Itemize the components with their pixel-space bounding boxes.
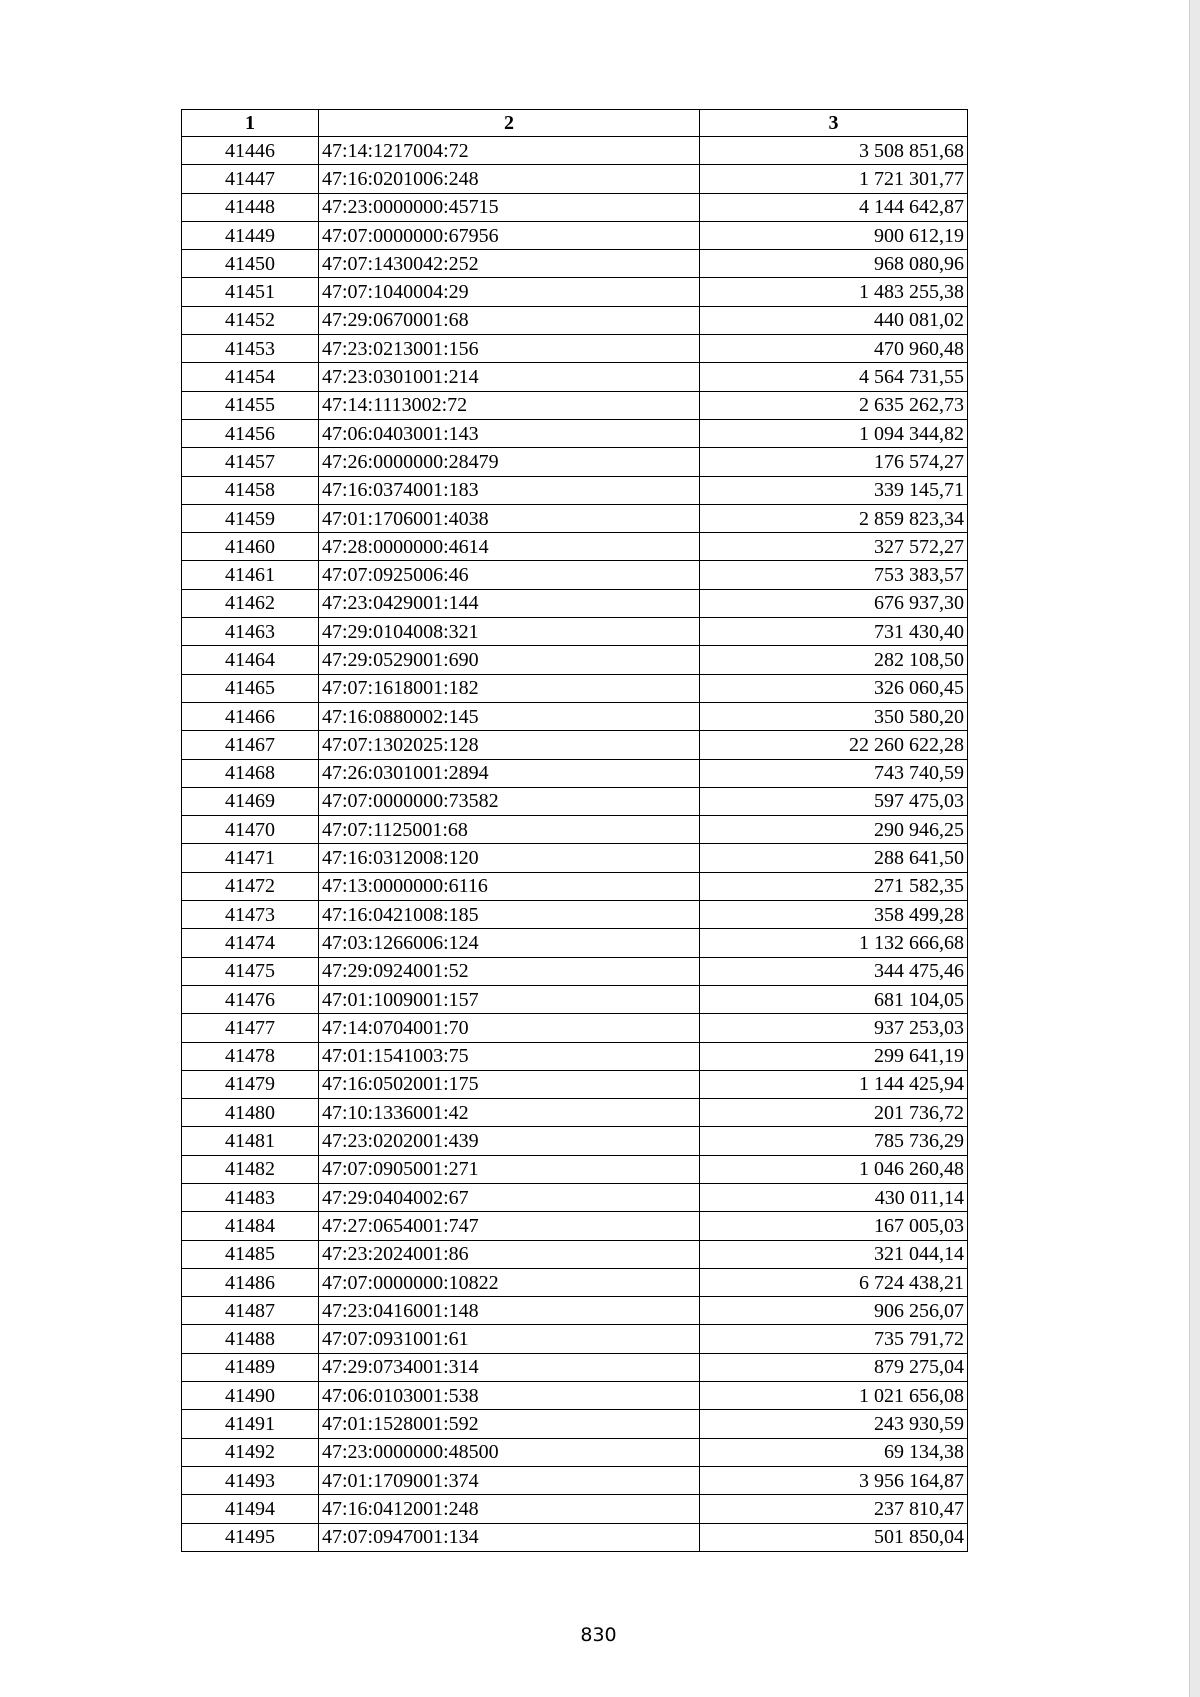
cadastral-number-cell: 47:13:0000000:6116 bbox=[319, 872, 700, 900]
cadastral-number-cell: 47:29:0104008:321 bbox=[319, 618, 700, 646]
row-number-cell: 41448 bbox=[182, 193, 319, 221]
table-row bbox=[182, 1297, 968, 1325]
value-cell: 597 475,03 bbox=[700, 787, 968, 815]
cadastral-number-cell: 47:28:0000000:4614 bbox=[319, 533, 700, 561]
table-row bbox=[182, 1070, 968, 1098]
table-row bbox=[182, 618, 968, 646]
table-row bbox=[182, 476, 968, 504]
row-number-cell: 41493 bbox=[182, 1466, 319, 1494]
row-number-cell: 41482 bbox=[182, 1155, 319, 1183]
cadastral-number-cell: 47:29:0924001:52 bbox=[319, 957, 700, 985]
cadastral-number-cell: 47:07:0000000:73582 bbox=[319, 787, 700, 815]
row-number-cell: 41481 bbox=[182, 1127, 319, 1155]
table-row bbox=[182, 1014, 968, 1042]
row-number-cell: 41479 bbox=[182, 1070, 319, 1098]
row-number-cell: 41447 bbox=[182, 165, 319, 193]
value-cell: 743 740,59 bbox=[700, 759, 968, 787]
value-cell: 753 383,57 bbox=[700, 561, 968, 589]
cadastral-number-cell: 47:07:0925006:46 bbox=[319, 561, 700, 589]
row-number-cell: 41488 bbox=[182, 1325, 319, 1353]
cadastral-number-cell: 47:03:1266006:124 bbox=[319, 929, 700, 957]
table-row bbox=[182, 1183, 968, 1211]
value-cell: 1 021 656,08 bbox=[700, 1382, 968, 1410]
cadastral-number-cell: 47:07:0000000:67956 bbox=[319, 221, 700, 249]
table-row bbox=[182, 1495, 968, 1523]
value-cell: 731 430,40 bbox=[700, 618, 968, 646]
value-cell: 879 275,04 bbox=[700, 1353, 968, 1381]
value-cell: 290 946,25 bbox=[700, 816, 968, 844]
cadastral-number-cell: 47:16:0880002:145 bbox=[319, 702, 700, 730]
row-number-cell: 41480 bbox=[182, 1099, 319, 1127]
cadastral-number-cell: 47:23:0301001:214 bbox=[319, 363, 700, 391]
cadastral-number-cell: 47:01:1541003:75 bbox=[319, 1042, 700, 1070]
cadastral-number-cell: 47:29:0404002:67 bbox=[319, 1183, 700, 1211]
row-number-cell: 41461 bbox=[182, 561, 319, 589]
cadastral-number-cell: 47:23:0000000:45715 bbox=[319, 193, 700, 221]
cadastral-number-cell: 47:07:1125001:68 bbox=[319, 816, 700, 844]
table-row bbox=[182, 1042, 968, 1070]
row-number-cell: 41468 bbox=[182, 759, 319, 787]
table-row bbox=[182, 957, 968, 985]
value-cell: 4 144 642,87 bbox=[700, 193, 968, 221]
cadastral-number-cell: 47:23:0213001:156 bbox=[319, 335, 700, 363]
value-cell: 237 810,47 bbox=[700, 1495, 968, 1523]
table-body bbox=[182, 137, 968, 1552]
page-number: 830 bbox=[580, 1624, 617, 1646]
value-cell: 326 060,45 bbox=[700, 674, 968, 702]
cadastral-number-cell: 47:07:1618001:182 bbox=[319, 674, 700, 702]
row-number-cell: 41489 bbox=[182, 1353, 319, 1381]
cadastral-number-cell: 47:01:1009001:157 bbox=[319, 985, 700, 1013]
row-number-cell: 41487 bbox=[182, 1297, 319, 1325]
table-row bbox=[182, 1155, 968, 1183]
table-row bbox=[182, 1212, 968, 1240]
value-cell: 1 483 255,38 bbox=[700, 278, 968, 306]
value-cell: 4 564 731,55 bbox=[700, 363, 968, 391]
cadastral-number-cell: 47:10:1336001:42 bbox=[319, 1099, 700, 1127]
value-cell: 681 104,05 bbox=[700, 985, 968, 1013]
value-cell: 900 612,19 bbox=[700, 221, 968, 249]
value-cell: 440 081,02 bbox=[700, 306, 968, 334]
table-row bbox=[182, 1410, 968, 1438]
value-cell: 6 724 438,21 bbox=[700, 1268, 968, 1296]
row-number-cell: 41463 bbox=[182, 618, 319, 646]
table-row bbox=[182, 1240, 968, 1268]
table-row bbox=[182, 759, 968, 787]
value-cell: 299 641,19 bbox=[700, 1042, 968, 1070]
row-number-cell: 41478 bbox=[182, 1042, 319, 1070]
row-number-cell: 41471 bbox=[182, 844, 319, 872]
row-number-cell: 41477 bbox=[182, 1014, 319, 1042]
cadastral-number-cell: 47:16:0412001:248 bbox=[319, 1495, 700, 1523]
page-edge bbox=[1189, 0, 1200, 1697]
table-row bbox=[182, 1099, 968, 1127]
table-row bbox=[182, 306, 968, 334]
cadastral-number-cell: 47:26:0000000:28479 bbox=[319, 448, 700, 476]
table-row bbox=[182, 731, 968, 759]
value-cell: 69 134,38 bbox=[700, 1438, 968, 1466]
value-cell: 968 080,96 bbox=[700, 250, 968, 278]
table-row bbox=[182, 1268, 968, 1296]
value-cell: 327 572,27 bbox=[700, 533, 968, 561]
table-row bbox=[182, 1353, 968, 1381]
cadastral-number-cell: 47:16:0312008:120 bbox=[319, 844, 700, 872]
cadastral-number-cell: 47:23:0202001:439 bbox=[319, 1127, 700, 1155]
row-number-cell: 41490 bbox=[182, 1382, 319, 1410]
row-number-cell: 41455 bbox=[182, 391, 319, 419]
table-row bbox=[182, 1127, 968, 1155]
value-cell: 282 108,50 bbox=[700, 646, 968, 674]
table-row bbox=[182, 533, 968, 561]
column-header-2: 2 bbox=[319, 110, 700, 137]
value-cell: 906 256,07 bbox=[700, 1297, 968, 1325]
value-cell: 22 260 622,28 bbox=[700, 731, 968, 759]
value-cell: 321 044,14 bbox=[700, 1240, 968, 1268]
table-row bbox=[182, 929, 968, 957]
table-row bbox=[182, 504, 968, 532]
row-number-cell: 41462 bbox=[182, 589, 319, 617]
value-cell: 344 475,46 bbox=[700, 957, 968, 985]
value-cell: 2 635 262,73 bbox=[700, 391, 968, 419]
row-number-cell: 41495 bbox=[182, 1523, 319, 1551]
row-number-cell: 41450 bbox=[182, 250, 319, 278]
cadastral-number-cell: 47:27:0654001:747 bbox=[319, 1212, 700, 1240]
row-number-cell: 41483 bbox=[182, 1183, 319, 1211]
column-header-1: 1 bbox=[182, 110, 319, 137]
row-number-cell: 41460 bbox=[182, 533, 319, 561]
row-number-cell: 41469 bbox=[182, 787, 319, 815]
cadastral-number-cell: 47:06:0103001:538 bbox=[319, 1382, 700, 1410]
row-number-cell: 41457 bbox=[182, 448, 319, 476]
cadastral-number-cell: 47:29:0529001:690 bbox=[319, 646, 700, 674]
row-number-cell: 41472 bbox=[182, 872, 319, 900]
row-number-cell: 41459 bbox=[182, 504, 319, 532]
cadastral-number-cell: 47:07:0000000:10822 bbox=[319, 1268, 700, 1296]
cadastral-number-cell: 47:23:0000000:48500 bbox=[319, 1438, 700, 1466]
cadastral-number-cell: 47:01:1709001:374 bbox=[319, 1466, 700, 1494]
table-row bbox=[182, 1382, 968, 1410]
value-cell: 201 736,72 bbox=[700, 1099, 968, 1127]
value-cell: 288 641,50 bbox=[700, 844, 968, 872]
row-number-cell: 41473 bbox=[182, 901, 319, 929]
cadastral-number-cell: 47:26:0301001:2894 bbox=[319, 759, 700, 787]
table-row bbox=[182, 702, 968, 730]
row-number-cell: 41485 bbox=[182, 1240, 319, 1268]
row-number-cell: 41492 bbox=[182, 1438, 319, 1466]
value-cell: 167 005,03 bbox=[700, 1212, 968, 1240]
value-cell: 271 582,35 bbox=[700, 872, 968, 900]
value-cell: 785 736,29 bbox=[700, 1127, 968, 1155]
value-cell: 243 930,59 bbox=[700, 1410, 968, 1438]
table-row bbox=[182, 901, 968, 929]
table-row bbox=[182, 1325, 968, 1353]
cadastral-number-cell: 47:07:1040004:29 bbox=[319, 278, 700, 306]
value-cell: 1 046 260,48 bbox=[700, 1155, 968, 1183]
table-row bbox=[182, 844, 968, 872]
row-number-cell: 41467 bbox=[182, 731, 319, 759]
row-number-cell: 41494 bbox=[182, 1495, 319, 1523]
cadastral-number-cell: 47:23:0416001:148 bbox=[319, 1297, 700, 1325]
data-table bbox=[181, 109, 968, 1552]
table-row bbox=[182, 391, 968, 419]
table-row bbox=[182, 1466, 968, 1494]
table-row bbox=[182, 985, 968, 1013]
row-number-cell: 41456 bbox=[182, 419, 319, 447]
table-row bbox=[182, 816, 968, 844]
cadastral-number-cell: 47:14:0704001:70 bbox=[319, 1014, 700, 1042]
table-row bbox=[182, 448, 968, 476]
row-number-cell: 41453 bbox=[182, 335, 319, 363]
row-number-cell: 41451 bbox=[182, 278, 319, 306]
cadastral-number-cell: 47:14:1217004:72 bbox=[319, 137, 700, 165]
row-number-cell: 41452 bbox=[182, 306, 319, 334]
column-header-3: 3 bbox=[700, 110, 968, 137]
row-number-cell: 41484 bbox=[182, 1212, 319, 1240]
row-number-cell: 41446 bbox=[182, 137, 319, 165]
cadastral-number-cell: 47:06:0403001:143 bbox=[319, 419, 700, 447]
table-row bbox=[182, 419, 968, 447]
table-row bbox=[182, 561, 968, 589]
cadastral-number-cell: 47:07:0947001:134 bbox=[319, 1523, 700, 1551]
table-row bbox=[182, 1438, 968, 1466]
table-row bbox=[182, 278, 968, 306]
row-number-cell: 41491 bbox=[182, 1410, 319, 1438]
table-row bbox=[182, 1523, 968, 1551]
cadastral-number-cell: 47:23:0429001:144 bbox=[319, 589, 700, 617]
cadastral-number-cell: 47:07:1302025:128 bbox=[319, 731, 700, 759]
value-cell: 3 508 851,68 bbox=[700, 137, 968, 165]
table-row bbox=[182, 221, 968, 249]
table-row bbox=[182, 137, 968, 165]
value-cell: 3 956 164,87 bbox=[700, 1466, 968, 1494]
value-cell: 1 132 666,68 bbox=[700, 929, 968, 957]
cadastral-number-cell: 47:01:1528001:592 bbox=[319, 1410, 700, 1438]
cadastral-number-cell: 47:16:0374001:183 bbox=[319, 476, 700, 504]
value-cell: 2 859 823,34 bbox=[700, 504, 968, 532]
value-cell: 937 253,03 bbox=[700, 1014, 968, 1042]
header-row bbox=[182, 110, 968, 137]
table-row bbox=[182, 787, 968, 815]
table-row bbox=[182, 165, 968, 193]
cadastral-number-cell: 47:29:0670001:68 bbox=[319, 306, 700, 334]
row-number-cell: 41475 bbox=[182, 957, 319, 985]
row-number-cell: 41458 bbox=[182, 476, 319, 504]
row-number-cell: 41486 bbox=[182, 1268, 319, 1296]
value-cell: 1 094 344,82 bbox=[700, 419, 968, 447]
value-cell: 339 145,71 bbox=[700, 476, 968, 504]
row-number-cell: 41466 bbox=[182, 702, 319, 730]
value-cell: 430 011,14 bbox=[700, 1183, 968, 1211]
value-cell: 358 499,28 bbox=[700, 901, 968, 929]
table-row bbox=[182, 363, 968, 391]
cadastral-number-cell: 47:07:1430042:252 bbox=[319, 250, 700, 278]
row-number-cell: 41476 bbox=[182, 985, 319, 1013]
cadastral-number-cell: 47:23:2024001:86 bbox=[319, 1240, 700, 1268]
value-cell: 1 721 301,77 bbox=[700, 165, 968, 193]
table-row bbox=[182, 646, 968, 674]
value-cell: 176 574,27 bbox=[700, 448, 968, 476]
cadastral-number-cell: 47:07:0931001:61 bbox=[319, 1325, 700, 1353]
cadastral-number-cell: 47:01:1706001:4038 bbox=[319, 504, 700, 532]
row-number-cell: 41474 bbox=[182, 929, 319, 957]
value-cell: 350 580,20 bbox=[700, 702, 968, 730]
cadastral-number-cell: 47:29:0734001:314 bbox=[319, 1353, 700, 1381]
table-row bbox=[182, 335, 968, 363]
table-row bbox=[182, 250, 968, 278]
row-number-cell: 41464 bbox=[182, 646, 319, 674]
row-number-cell: 41470 bbox=[182, 816, 319, 844]
row-number-cell: 41465 bbox=[182, 674, 319, 702]
value-cell: 1 144 425,94 bbox=[700, 1070, 968, 1098]
value-cell: 501 850,04 bbox=[700, 1523, 968, 1551]
value-cell: 735 791,72 bbox=[700, 1325, 968, 1353]
cadastral-number-cell: 47:07:0905001:271 bbox=[319, 1155, 700, 1183]
table-row bbox=[182, 674, 968, 702]
row-number-cell: 41454 bbox=[182, 363, 319, 391]
cadastral-number-cell: 47:14:1113002:72 bbox=[319, 391, 700, 419]
value-cell: 676 937,30 bbox=[700, 589, 968, 617]
table-row bbox=[182, 193, 968, 221]
table-row bbox=[182, 589, 968, 617]
row-number-cell: 41449 bbox=[182, 221, 319, 249]
cadastral-number-cell: 47:16:0201006:248 bbox=[319, 165, 700, 193]
value-cell: 470 960,48 bbox=[700, 335, 968, 363]
cadastral-number-cell: 47:16:0421008:185 bbox=[319, 901, 700, 929]
table-row bbox=[182, 872, 968, 900]
cadastral-number-cell: 47:16:0502001:175 bbox=[319, 1070, 700, 1098]
